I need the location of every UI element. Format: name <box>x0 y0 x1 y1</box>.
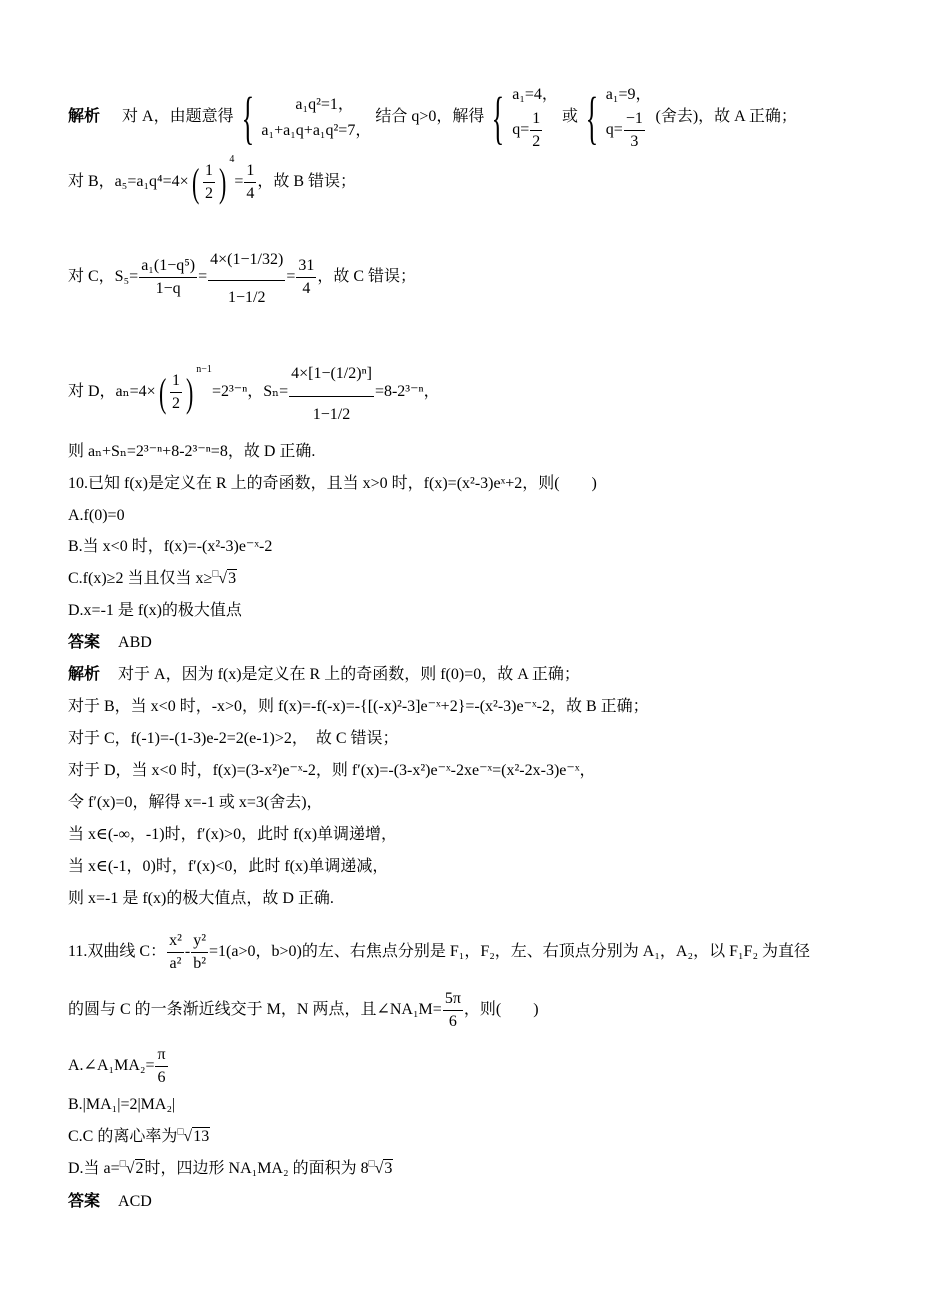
q11-option-b: B.|MA₁|=2|MA₂| <box>68 1096 176 1113</box>
solution-1-a: a₁=4， <box>512 86 558 103</box>
q9-explanation-b <box>68 153 357 205</box>
q11-stem-1: 11.双曲线 C： $\frac{\text{x²}}{\text{a²}}$ - $\frac{\text{y²}}{\text{b²}}$ =1(a>0，b>0)的左、右焦点分别是 F₁，F₂，左、右顶点分别为 A₁，A₂，以 F₁F₂ 为直径 <box>68 930 810 975</box>
q10-explanation-1: 解析 对于 A，因为 f(x)是定义在 R 上的奇函数，则 f(0)=0，故 A 正确； <box>68 666 580 683</box>
fraction: $\frac{\text{a₁(1−q⁵)}}{1-q}$ <box>141 257 196 297</box>
q11-stem-2: 的圆与 C 的一条渐近线交于 M，N 两点，且∠NA₁M= $\frac{5\pi}{6}$ ，则( ) <box>68 988 539 1033</box>
right-paren: ) <box>219 159 227 205</box>
fraction: $\frac{\text{y²}}{\text{b²}}$ <box>193 932 207 972</box>
q10-explanation-4: 对于 D，当 x<0 时，f(x)=(3-x²)e⁻ˣ-2，则 f′(x)=-(3-x²)e⁻ˣ-2xe⁻ˣ=(x²-2x-3)e⁻ˣ， <box>68 762 596 779</box>
q10-option-d: D.x=-1 是 f(x)的极大值点 <box>68 602 242 619</box>
fraction: $\frac{\text{x²}}{\text{a²}}$ <box>169 932 182 972</box>
solution-1-q: q= $\frac{1}{2}$ <box>512 110 541 150</box>
root-index: □ <box>212 568 219 580</box>
q10-stem: 10.已知 f(x)是定义在 R 上的奇函数，且当 x>0 时，f(x)=(x²-3)eˣ+2，则( ) <box>68 475 597 492</box>
q9-c-tail: ，故 C 错误； <box>317 268 417 286</box>
equation-system <box>261 92 371 144</box>
q9-explanation-c: 对 C，S₅= $\frac{\text{a₁(1−q⁵)}}{1-q}$ = $\frac{4\times(1-1/32)}{1-1/2}$ = $\frac{31}{4}$ ，故 C 错误； <box>68 240 416 315</box>
exponent: 4 <box>229 153 235 165</box>
answer-value: ABD <box>118 634 152 651</box>
radical: √3 <box>374 1160 393 1177</box>
q9-b-tail: ，故 B 错误； <box>257 173 357 191</box>
q9-explanation-a <box>68 82 797 153</box>
solution-1 <box>512 82 558 153</box>
q10-answer <box>68 633 152 653</box>
q9-c-pre: 对 C，S₅= <box>68 268 139 286</box>
root-index: □ <box>119 1158 126 1170</box>
fraction: $\frac{1}{4}$ <box>246 162 255 202</box>
fraction: $\frac{\text{4×[1−(1/2)ⁿ]}}{1-1/2}$ <box>289 352 374 433</box>
q10-explanation-5: 令 f′(x)=0，解得 x=-1 或 x=3(舍去)， <box>68 794 323 811</box>
fraction: $\frac{4\times(1-1/32)}{1-1/2}$ <box>208 240 285 315</box>
answer-value: ACD <box>118 1193 152 1210</box>
q9-conclusion: 则 aₙ+Sₙ=2³⁻ⁿ+8-2³⁻ⁿ=8，故 D 正确. <box>68 443 316 460</box>
left-brace: { <box>241 84 254 150</box>
fraction: $\frac{1}{2}$ <box>205 162 214 202</box>
q9-d-tail: =8-2³⁻ⁿ， <box>374 383 440 401</box>
fraction: $\frac{1}{2}$ <box>171 372 180 412</box>
q11-option-d: D.当 a=□√2时，四边形 NA₁MA₂ 的面积为 8□√3 <box>68 1158 393 1177</box>
radical: √3 <box>218 570 237 587</box>
solution-2 <box>606 82 652 153</box>
root-index: □ <box>177 1126 184 1138</box>
left-brace: { <box>492 84 505 150</box>
q10-explanation-3: 对于 C，f(-1)=-(1-3)e-2=2(e-1)>2， 故 C 错误； <box>68 730 399 747</box>
radical: √2 <box>125 1160 144 1177</box>
equals: = <box>234 173 244 191</box>
system-eq-1: a₁q²=1， <box>295 95 354 113</box>
answer-label: 答案 <box>68 1193 101 1210</box>
q10-explanation-2: 对于 B，当 x<0 时，-x>0，则 f(x)=-f(-x)=-{[(-x)²-3]e⁻ˣ+2}=-(x²-3)e⁻ˣ-2，故 B 正确； <box>68 698 649 715</box>
q9-a-tail: (舍去)，故 A 正确； <box>655 108 797 126</box>
q10-explanation-8: 则 x=-1 是 f(x)的极大值点，故 D 正确. <box>68 890 334 907</box>
q9-a-mid: 结合 q>0，解得 <box>375 108 485 126</box>
radical: √13 <box>183 1128 210 1145</box>
explanation-label: 解析 <box>68 108 101 126</box>
left-paren: ( <box>158 369 166 415</box>
q11-answer <box>68 1192 152 1212</box>
q9-b-pre: 对 B，a₅=a₁q⁴=4× <box>68 173 189 191</box>
q9-d-pre: 对 D，aₙ=4× <box>68 383 156 401</box>
left-paren: ( <box>191 159 200 205</box>
root-index: □ <box>368 1158 375 1170</box>
exponent: n−1 <box>196 363 212 375</box>
q10-explanation-7: 当 x∈(-1，0)时，f′(x)<0，此时 f(x)单调递减， <box>68 858 389 875</box>
fraction: $\frac{5\pi}{6}$ <box>444 990 461 1030</box>
solution-2-q: q= $\frac{-1}{3}$ <box>605 110 643 150</box>
right-paren: ) <box>185 369 194 415</box>
fraction: $\frac{\pi}{6}$ <box>157 1046 166 1086</box>
q9-explanation-d <box>68 352 440 433</box>
q9-d-mid: =2³⁻ⁿ，Sₙ= <box>211 383 289 401</box>
q10-explanation-6: 当 x∈(-∞，-1)时，f′(x)>0，此时 f(x)单调递增， <box>68 826 398 843</box>
q11-option-c: C.C 的离心率为□√13 <box>68 1126 210 1145</box>
explanation-label: 解析 <box>68 666 101 683</box>
left-brace: { <box>585 84 599 150</box>
fraction: $\frac{31}{4}$ <box>298 257 315 297</box>
answer-label: 答案 <box>68 634 101 651</box>
or-word: 或 <box>561 108 578 126</box>
q9-a-pre: 对 A，由题意得 <box>122 108 234 126</box>
system-eq-2: a₁+a₁q+a₁q²=7， <box>261 121 372 139</box>
q10-option-c: C.f(x)≥2 当且仅当 x≥□√3 <box>68 568 237 587</box>
q10-option-a: A.f(0)=0 <box>68 507 125 524</box>
solution-2-a: a₁=9， <box>605 86 652 103</box>
q10-option-b: B.当 x<0 时，f(x)=-(x²-3)e⁻ˣ-2 <box>68 538 273 555</box>
q11-option-a: A.∠A₁MA₂= $\frac{\pi}{6}$ <box>68 1044 169 1089</box>
